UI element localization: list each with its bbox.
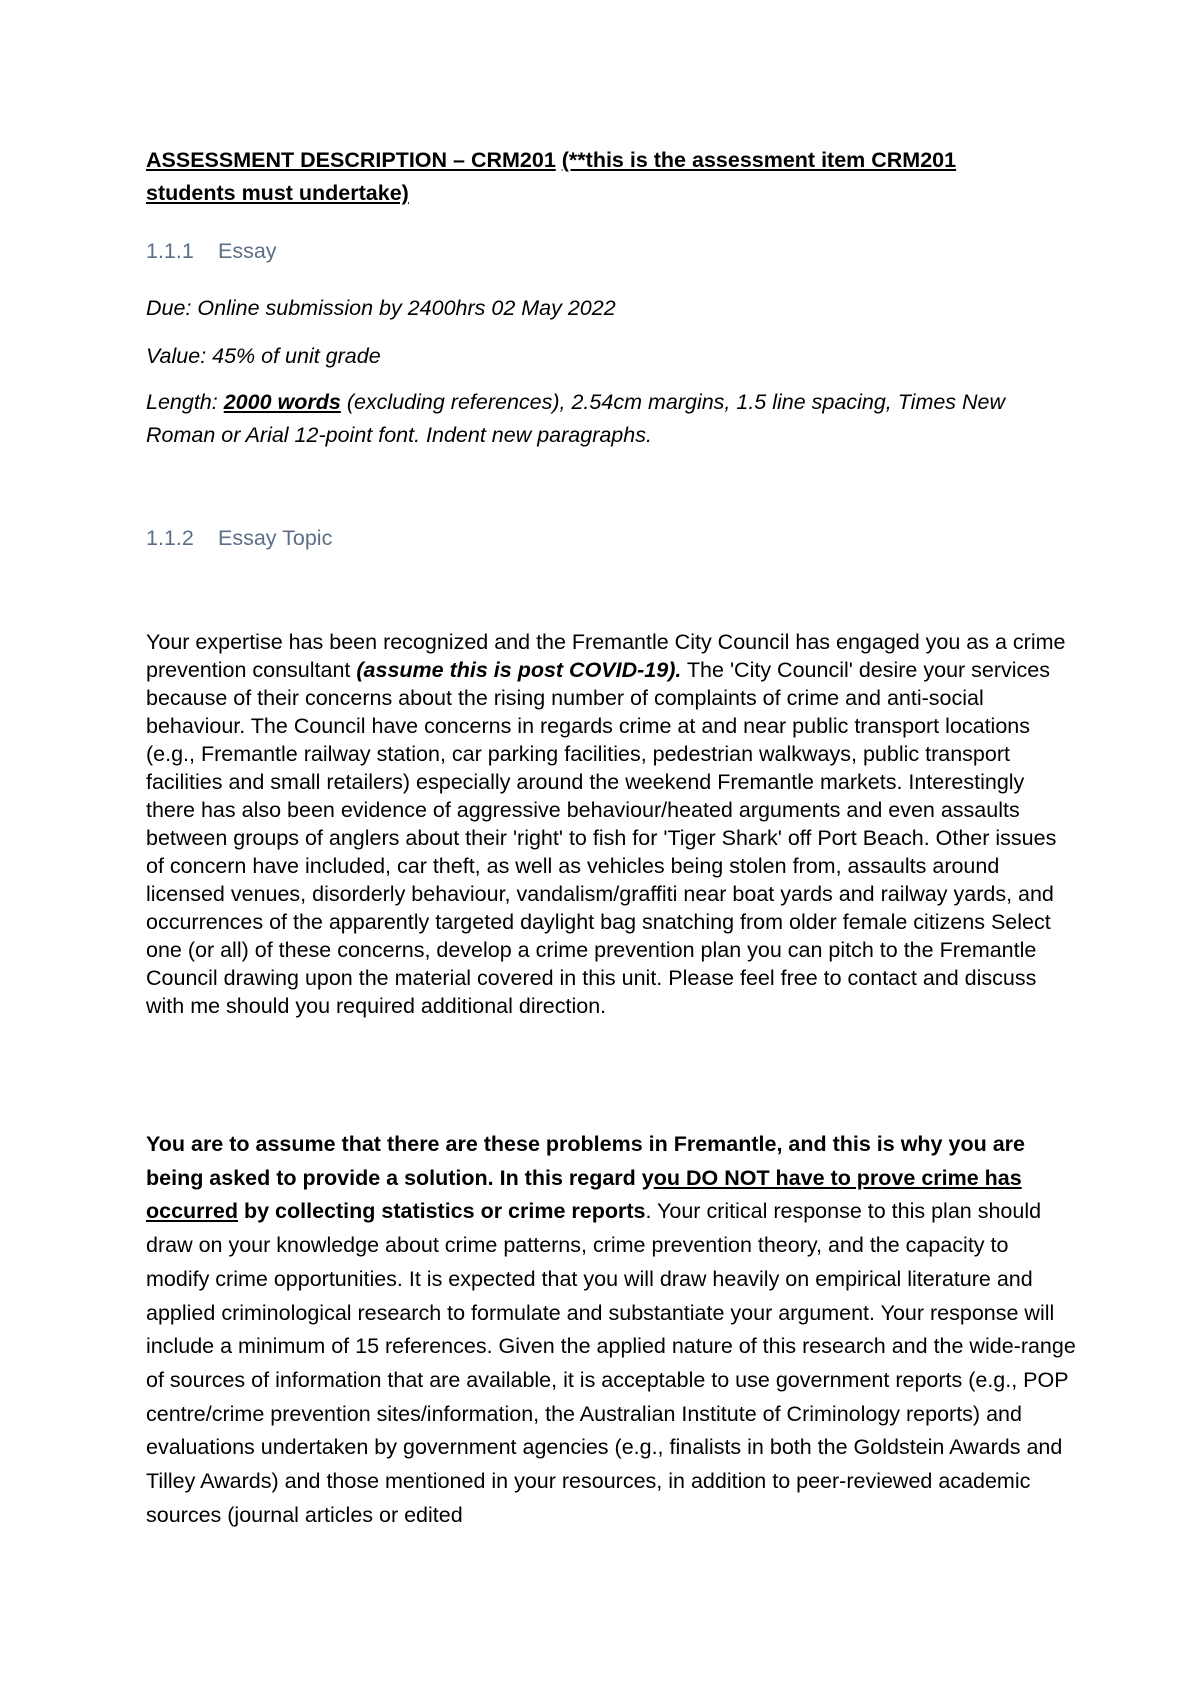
value-line: Value: 45% of unit grade — [146, 344, 381, 368]
title-course: ASSESSMENT DESCRIPTION – CRM201 — [146, 148, 556, 172]
instructions-bold-1: You are to assume that there are these problems in Fremantle, and this is why you are being asked to provide a solution. In this regard y — [146, 1132, 1025, 1190]
title-note: (**this is the assessment item CRM201 students must undertake) — [146, 148, 957, 205]
length-details: (excluding references), 2.54cm margins, 1.5 line spacing, Times New Roman or Arial 12-point font. Indent new paragraphs. — [146, 390, 1006, 447]
topic-emphasis: (assume this is post COVID-19). — [356, 658, 682, 682]
length-label: Length: — [146, 390, 224, 414]
due-line: Due: Online submission by 2400hrs 02 May 2022 — [146, 296, 616, 320]
section-number: 1.1.2 — [146, 526, 194, 550]
topic-text-1: Your expertise has been recognized and the Fremantle City Council has engaged you as a crime prevention consultant — [146, 630, 1066, 682]
instructions-bold-2: by collecting statistics or crime reports — [238, 1199, 646, 1224]
instructions-text: . Your critical response to this plan should draw on your knowledge about crime patterns, crime prevention theory, and the capacity to modify crime opportunities. It is expected that you will draw heavily on empirical literature and applied criminological research to formulate and substantiate your argument. Your response will include a minimum of 15 references. Given the applied nature of this research and the wide-range of sources of information that are available, it is acceptable to use government reports (e.g., POP centre/crime prevention sites/information, the Australian Institute of Criminology reports) and evaluations undertaken by government agencies (e.g., finalists in both the Goldstein Awards and Tilley Awards) and those mentioned in your resources, in addition to peer-reviewed academic sources (journal articles or edited — [146, 1199, 1076, 1527]
document-title — [146, 144, 1046, 210]
length-words: 2000 words — [223, 390, 341, 414]
section-title: Essay — [218, 239, 277, 263]
section-heading-essay — [146, 237, 277, 265]
instructions-bold-underlined: ou DO NOT have to prove crime has occurred — [146, 1165, 1022, 1224]
topic-text-2: The 'City Council' desire your services because of their concerns about the rising number of complaints of crime and anti-social behaviour. The Council have concerns in regards crime at and near public transport locations (e.g., Fremantle railway station, car parking facilities, pedestrian walkways, public transport facilities and small retailers) especially around the weekend Fremantle markets. Interestingly there has also been evidence of aggressive behaviour/heated arguments and even assaults between groups of anglers about their 'right' to fish for 'Tiger Shark' off Port Beach. Other issues of concern have included, car theft, as well as vehicles being stolen from, assaults around licensed venues, disorderly behaviour, vandalism/graffiti near boat yards and railway yards, and occurrences of the apparently targeted daylight bag snatching from older female citizens Select one (or all) of these concerns, develop a crime prevention plan you can pitch to the Fremantle Council drawing upon the material covered in this unit. Please feel free to contact and discuss with me should you required additional direction. — [146, 658, 1057, 1018]
length-line — [146, 386, 1046, 452]
section-title: Essay Topic — [218, 526, 333, 550]
topic-paragraph — [146, 628, 1076, 1020]
instructions-paragraph — [146, 1128, 1076, 1532]
section-number: 1.1.1 — [146, 239, 194, 263]
section-heading-essay-topic — [146, 524, 332, 552]
